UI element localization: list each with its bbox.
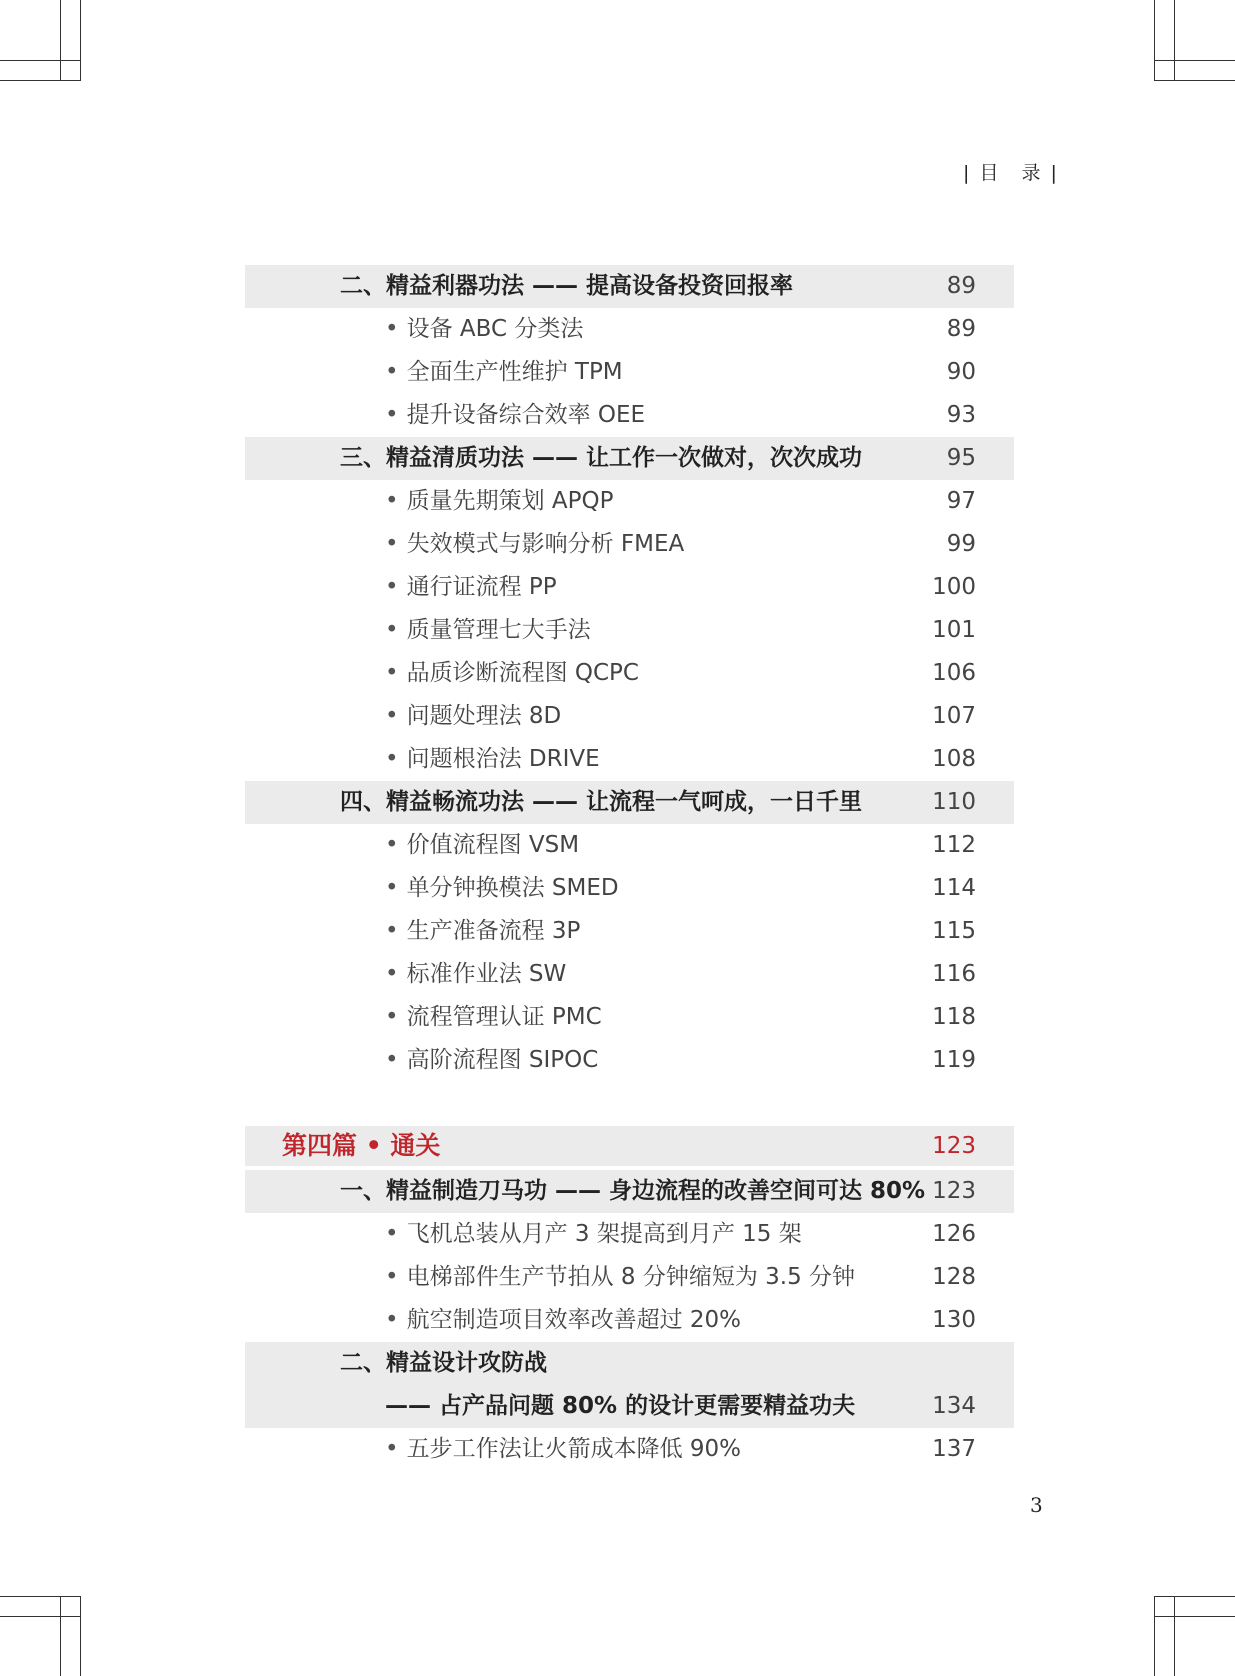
toc-section <box>245 1342 1014 1385</box>
toc-page-number: 118 <box>932 1004 976 1030</box>
toc-page-number: 110 <box>932 789 976 815</box>
bullet-icon: • <box>385 832 399 858</box>
toc-title <box>385 1039 598 1082</box>
toc-section-continued <box>245 1385 1014 1428</box>
toc-title <box>385 824 579 867</box>
toc-title <box>385 351 623 394</box>
toc-title-text: 第四篇 • 通关 <box>282 1131 441 1160</box>
toc-page-number: 116 <box>932 961 976 987</box>
crop-mark <box>0 1596 81 1597</box>
toc-page-number: 114 <box>932 875 976 901</box>
toc-title <box>385 609 591 652</box>
toc-page-number: 99 <box>946 531 976 557</box>
toc-item <box>245 910 1014 953</box>
toc-title <box>385 996 602 1039</box>
bullet-icon: • <box>385 531 399 557</box>
bullet-icon: • <box>385 617 399 643</box>
crop-mark <box>0 60 81 61</box>
toc-title-text: 航空制造项目效率改善超过 20% <box>406 1307 742 1333</box>
toc-page-number: 93 <box>946 402 976 428</box>
toc-title <box>340 437 862 480</box>
toc-item <box>245 1213 1014 1256</box>
toc-title <box>385 652 639 695</box>
crop-mark <box>1154 1596 1235 1597</box>
toc-page-number: 97 <box>946 488 976 514</box>
toc-page-number: 108 <box>932 746 976 772</box>
crop-mark <box>1154 1596 1155 1676</box>
toc-item <box>245 1299 1014 1342</box>
bullet-icon: • <box>385 1307 399 1333</box>
toc-title-text: 五步工作法让火箭成本降低 90% <box>406 1436 742 1462</box>
toc-title-text: 生产准备流程 3P <box>406 918 581 944</box>
crop-mark <box>1174 0 1175 81</box>
toc-item <box>245 738 1014 781</box>
toc-title <box>385 523 684 566</box>
toc-title-text: 质量先期策划 APQP <box>406 488 614 514</box>
toc-item <box>245 652 1014 695</box>
crop-mark <box>0 1616 81 1617</box>
toc-title-text: —— 占产品问题 80% 的设计更需要精益功夫 <box>385 1393 856 1419</box>
crop-mark <box>1174 1596 1175 1676</box>
toc-item <box>245 566 1014 609</box>
toc-title <box>385 566 557 609</box>
bullet-icon: • <box>385 918 399 944</box>
toc-title <box>385 953 566 996</box>
page-number: 3 <box>1030 1493 1043 1517</box>
bullet-icon: • <box>385 1004 399 1030</box>
crop-mark <box>60 0 61 81</box>
bullet-icon: • <box>385 1436 399 1462</box>
toc-page-number: 90 <box>946 359 976 385</box>
crop-mark <box>80 0 81 81</box>
toc-part <box>245 1126 1014 1166</box>
crop-mark <box>1154 80 1235 81</box>
bullet-icon: • <box>385 316 399 342</box>
toc-title-text: 问题处理法 8D <box>406 703 562 729</box>
toc-title-text: 全面生产性维护 TPM <box>406 359 623 385</box>
toc-title <box>385 867 619 910</box>
toc-title <box>282 1126 440 1166</box>
toc-item <box>245 523 1014 566</box>
running-header: | 目 录 | <box>963 162 1059 184</box>
bullet-icon: • <box>385 1264 399 1290</box>
toc-page-number: 89 <box>946 316 976 342</box>
toc-section <box>245 1170 1014 1213</box>
toc-title <box>385 695 561 738</box>
toc-item <box>245 996 1014 1039</box>
crop-mark <box>80 1596 81 1676</box>
toc-page-number: 126 <box>932 1221 976 1247</box>
toc-page-number: 100 <box>932 574 976 600</box>
toc-section <box>245 265 1014 308</box>
crop-mark <box>1154 60 1235 61</box>
crop-mark <box>60 1596 61 1676</box>
bullet-icon: • <box>385 359 399 385</box>
toc-title-text: 高阶流程图 SIPOC <box>406 1047 599 1073</box>
toc-title <box>385 738 600 781</box>
toc-title <box>385 1256 855 1299</box>
toc-item <box>245 308 1014 351</box>
crop-mark <box>1154 0 1155 81</box>
toc-title-text: 飞机总装从月产 3 架提高到月产 15 架 <box>406 1221 802 1247</box>
toc-title-text: 流程管理认证 PMC <box>406 1004 602 1030</box>
toc-item <box>245 480 1014 523</box>
toc-item <box>245 1039 1014 1082</box>
toc-item <box>245 394 1014 437</box>
bullet-icon: • <box>385 1047 399 1073</box>
toc-page-number: 106 <box>932 660 976 686</box>
toc-page-number: 123 <box>932 1178 976 1204</box>
toc-title <box>385 394 645 437</box>
toc-page-number: 115 <box>932 918 976 944</box>
toc-page-number: 128 <box>932 1264 976 1290</box>
toc-title <box>385 910 580 953</box>
toc-page-number: 123 <box>932 1133 976 1159</box>
toc-item <box>245 1256 1014 1299</box>
toc-section <box>245 781 1014 824</box>
toc-title <box>385 1213 802 1256</box>
bullet-icon: • <box>385 746 399 772</box>
toc-title-text: 电梯部件生产节拍从 8 分钟缩短为 3.5 分钟 <box>406 1264 856 1290</box>
toc-title-text: 二、精益利器功法 —— 提高设备投资回报率 <box>340 273 794 299</box>
toc-page-number: 134 <box>932 1393 976 1419</box>
toc-page-number: 130 <box>932 1307 976 1333</box>
bullet-icon: • <box>385 961 399 987</box>
toc-page-number: 119 <box>932 1047 976 1073</box>
toc-title-text: 二、精益设计攻防战 <box>340 1350 547 1376</box>
bullet-icon: • <box>385 488 399 514</box>
toc-title-text: 提升设备综合效率 OEE <box>406 402 646 428</box>
crop-mark <box>0 80 81 81</box>
toc-title-text: 四、精益畅流功法 —— 让流程一气呵成，一日千里 <box>340 789 863 815</box>
toc-page-number: 107 <box>932 703 976 729</box>
toc-page-number: 89 <box>946 273 976 299</box>
toc-title-text: 质量管理七大手法 <box>406 617 591 643</box>
toc-title <box>385 1299 741 1342</box>
crop-mark <box>1154 1616 1235 1617</box>
bullet-icon: • <box>385 1221 399 1247</box>
toc-title <box>385 480 613 523</box>
toc-item <box>245 1428 1014 1471</box>
bullet-icon: • <box>385 660 399 686</box>
toc-title-text: 单分钟换模法 SMED <box>406 875 619 901</box>
toc-title <box>340 1342 547 1385</box>
toc-title-text: 品质诊断流程图 QCPC <box>406 660 639 686</box>
toc-title-text: 标准作业法 SW <box>406 961 567 987</box>
bullet-icon: • <box>385 875 399 901</box>
toc-title-text: 设备 ABC 分类法 <box>406 316 584 342</box>
toc-item <box>245 351 1014 394</box>
toc-page-number: 95 <box>946 445 976 471</box>
toc-title <box>385 308 583 351</box>
toc-title <box>340 265 793 308</box>
toc-page-number: 112 <box>932 832 976 858</box>
toc-title-text: 三、精益清质功法 —— 让工作一次做对，次次成功 <box>340 445 863 471</box>
toc-title-text: 问题根治法 DRIVE <box>406 746 600 772</box>
toc-page-number: 137 <box>932 1436 976 1462</box>
toc-title-text: 价值流程图 VSM <box>406 832 580 858</box>
toc-title <box>340 1170 925 1213</box>
toc-title-text: 失效模式与影响分析 FMEA <box>406 531 685 557</box>
toc-title-text: 通行证流程 PP <box>406 574 557 600</box>
bullet-icon: • <box>385 574 399 600</box>
bullet-icon: • <box>385 402 399 428</box>
toc-title <box>385 1385 855 1428</box>
toc-item <box>245 695 1014 738</box>
bullet-icon: • <box>385 703 399 729</box>
toc-item <box>245 824 1014 867</box>
toc-title-text: 一、精益制造刀马功 —— 身边流程的改善空间可达 80% <box>340 1178 926 1204</box>
table-of-contents <box>245 265 1014 1471</box>
toc-item <box>245 953 1014 996</box>
toc-item <box>245 867 1014 910</box>
toc-title <box>385 1428 741 1471</box>
toc-page-number: 101 <box>932 617 976 643</box>
toc-section <box>245 437 1014 480</box>
toc-title <box>340 781 862 824</box>
toc-item <box>245 609 1014 652</box>
